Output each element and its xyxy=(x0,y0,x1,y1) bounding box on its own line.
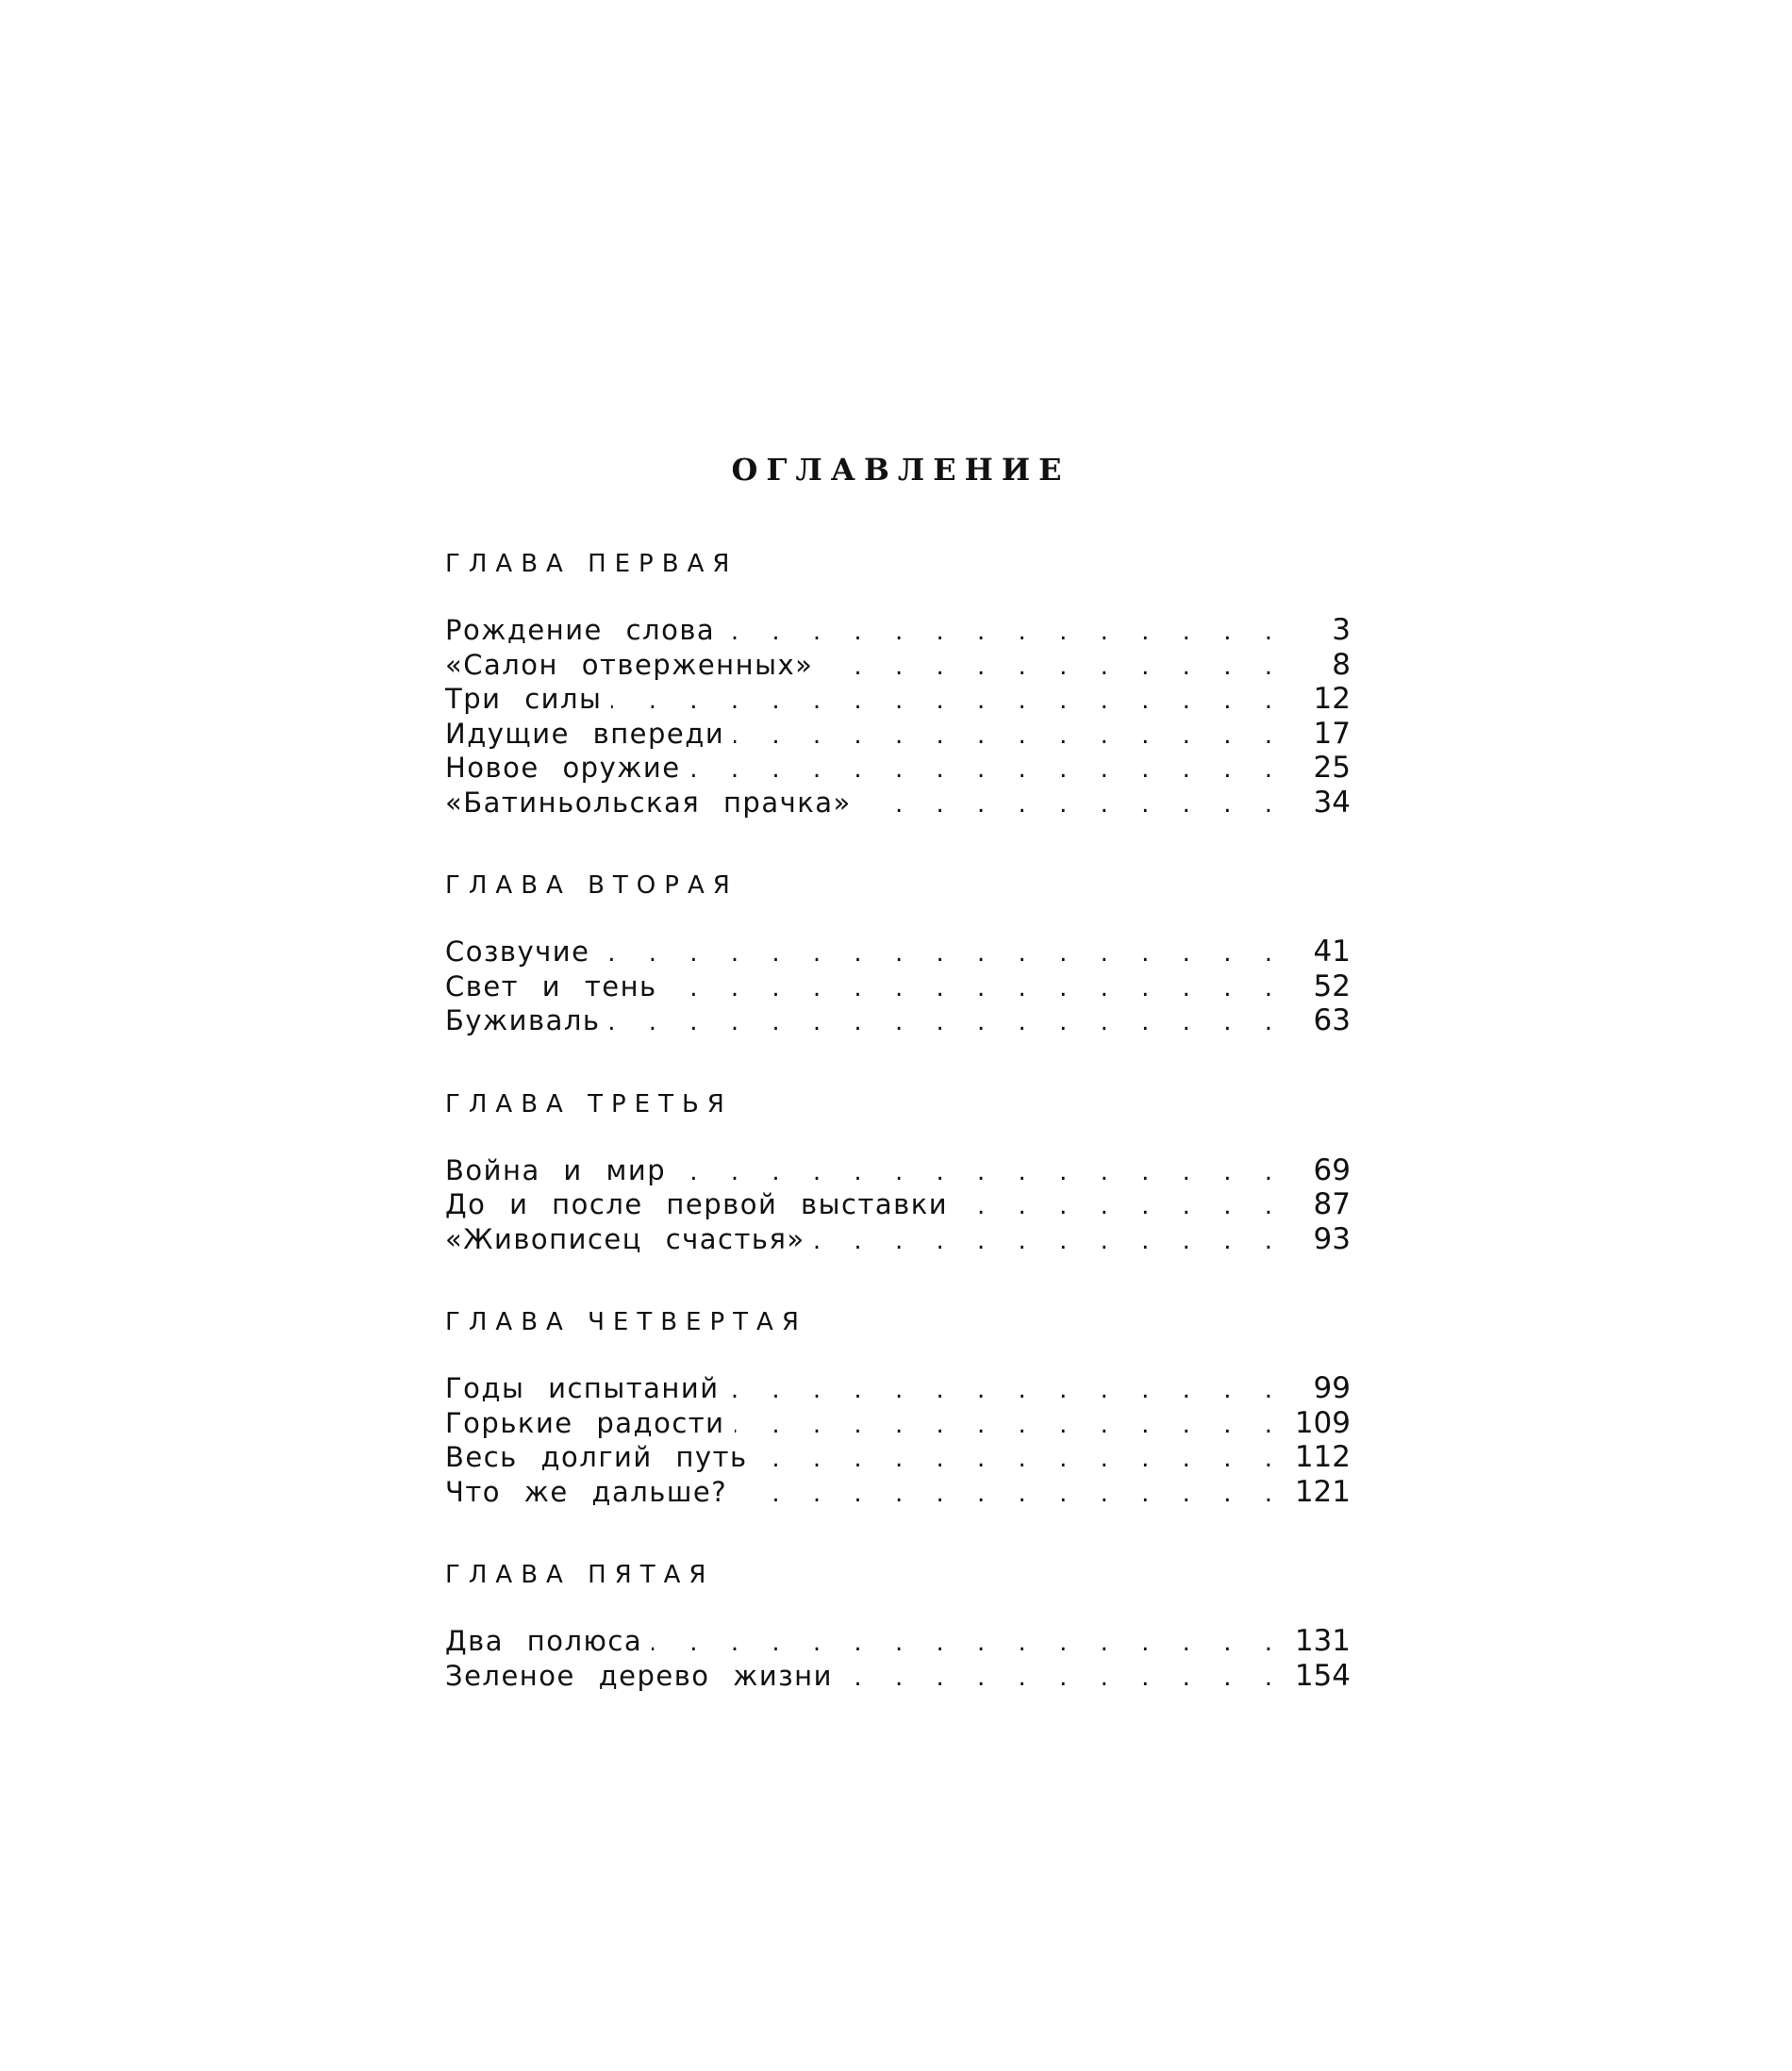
dot-leader xyxy=(600,936,1286,971)
entry-title: Годы испытаний xyxy=(445,1372,720,1404)
toc-entry xyxy=(445,935,1351,969)
entry-page-number: 25 xyxy=(1313,751,1351,785)
toc-entry xyxy=(445,717,1351,752)
entry-title: Что же дальше? xyxy=(445,1475,728,1508)
entry-page-number: 8 xyxy=(1332,647,1351,682)
entry-title: До и после первой выставки xyxy=(445,1188,949,1220)
entry-page-number: 93 xyxy=(1313,1221,1351,1256)
dot-leader xyxy=(842,1661,1285,1696)
entry-title: Свет и тень xyxy=(445,969,657,1002)
toc-entry xyxy=(445,1659,1351,1694)
entry-title: «Батиньольская прачка» xyxy=(445,786,852,819)
entry-title: Идущие впереди xyxy=(445,717,725,750)
chapter-heading: ГЛАВА ПЕРВАЯ xyxy=(445,550,738,578)
toc-entry xyxy=(445,1624,1351,1659)
dot-leader xyxy=(652,1626,1285,1661)
entry-title: Рождение слова xyxy=(445,614,716,646)
toc-entry xyxy=(445,751,1351,786)
entry-page-number: 63 xyxy=(1313,1003,1351,1037)
entry-page-number: 112 xyxy=(1294,1440,1351,1474)
chapter-heading: ГЛАВА ЧЕТВЕРТАЯ xyxy=(445,1308,807,1336)
entry-page-number: 109 xyxy=(1294,1405,1351,1440)
chapter-heading: ГЛАВА ПЯТАЯ xyxy=(445,1561,715,1589)
entry-title: Новое оружие xyxy=(445,752,681,784)
entry-title: Буживаль xyxy=(445,1004,601,1036)
dot-leader xyxy=(737,1477,1285,1512)
dot-leader xyxy=(734,719,1285,754)
toc-entry xyxy=(445,648,1351,683)
entry-title: Созвучие xyxy=(445,936,590,968)
chapter-4 xyxy=(445,1305,1351,1509)
dot-leader xyxy=(815,1224,1285,1259)
toc-entry xyxy=(445,682,1351,717)
entry-title: Три силы xyxy=(445,683,603,715)
chapter-heading: ГЛАВА ВТОРАЯ xyxy=(445,871,738,900)
entry-page-number: 41 xyxy=(1313,935,1351,969)
page-title: ОГЛАВЛЕНИЕ xyxy=(731,452,1070,488)
dot-leader xyxy=(690,753,1285,787)
entry-title: Зеленое дерево жизни xyxy=(445,1659,833,1692)
chapter-5 xyxy=(445,1558,1351,1693)
dot-leader xyxy=(957,1189,1285,1224)
entry-page-number: 69 xyxy=(1313,1152,1351,1187)
toc-entry xyxy=(445,1187,1351,1222)
entry-title: Весь долгий путь xyxy=(445,1441,748,1473)
entry-page-number: 154 xyxy=(1294,1658,1351,1693)
toc-entry xyxy=(445,1440,1351,1475)
dot-leader xyxy=(735,1408,1285,1443)
entry-title: «Салон отверженных» xyxy=(445,648,814,681)
toc-entry xyxy=(445,613,1351,648)
toc-entry xyxy=(445,969,1351,1004)
chapter-3 xyxy=(445,1087,1351,1257)
entry-page-number: 3 xyxy=(1332,613,1351,647)
entry-page-number: 52 xyxy=(1313,969,1351,1003)
entry-page-number: 121 xyxy=(1294,1474,1351,1509)
toc-entry xyxy=(445,1003,1351,1038)
entry-page-number: 87 xyxy=(1313,1187,1351,1221)
dot-leader xyxy=(611,684,1285,719)
toc-entry xyxy=(445,1153,1351,1188)
entry-page-number: 34 xyxy=(1313,785,1351,820)
toc-entry xyxy=(445,1475,1351,1510)
chapter-2 xyxy=(445,869,1351,1038)
toc-entry xyxy=(445,1406,1351,1441)
toc-entry xyxy=(445,1371,1351,1406)
dot-leader xyxy=(675,1155,1285,1190)
entry-page-number: 12 xyxy=(1313,682,1351,716)
toc-entry xyxy=(445,1222,1351,1257)
dot-leader xyxy=(610,1005,1285,1040)
entry-page-number: 131 xyxy=(1294,1624,1351,1658)
toc-entry xyxy=(445,786,1351,820)
dot-leader xyxy=(757,1442,1285,1477)
entry-title: Война и мир xyxy=(445,1153,667,1186)
entry-title: Два полюса xyxy=(445,1625,643,1657)
dot-leader xyxy=(667,971,1285,1006)
chapter-1 xyxy=(445,547,1351,820)
chapter-heading: ГЛАВА ТРЕТЬЯ xyxy=(445,1089,733,1118)
table-of-contents xyxy=(445,547,1351,1742)
dot-leader xyxy=(822,650,1285,685)
entry-title: Горькие радости xyxy=(445,1406,725,1439)
entry-page-number: 17 xyxy=(1313,716,1351,751)
dot-leader xyxy=(729,1373,1285,1408)
dot-leader xyxy=(724,615,1285,650)
entry-page-number: 99 xyxy=(1313,1371,1351,1405)
dot-leader xyxy=(861,787,1285,822)
entry-title: «Живописец счастья» xyxy=(445,1222,805,1255)
